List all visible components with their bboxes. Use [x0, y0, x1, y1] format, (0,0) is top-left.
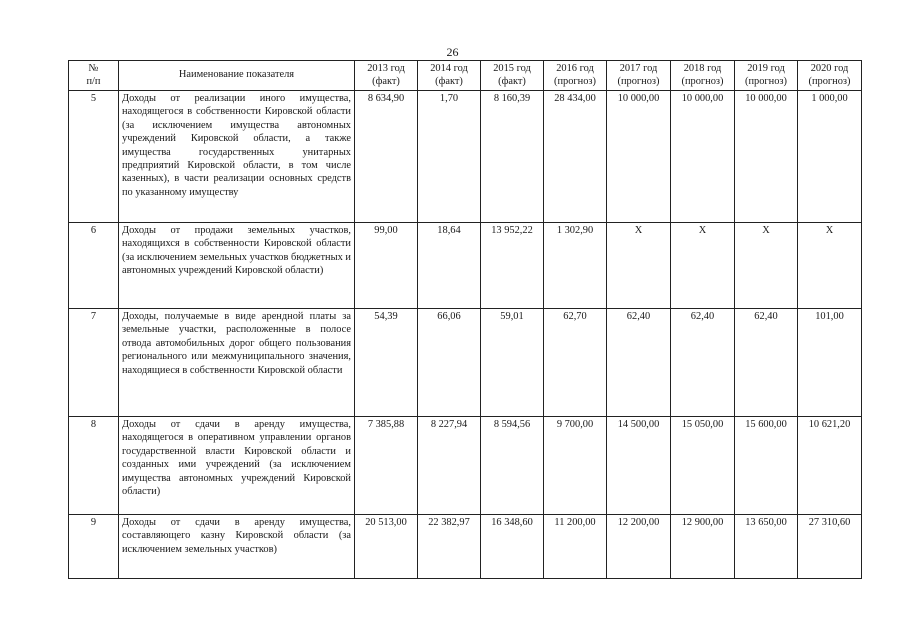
year-value: 1 302,90 — [544, 223, 607, 309]
year-value: 8 227,94 — [418, 417, 481, 515]
table-row — [69, 309, 862, 417]
year-value: 1,70 — [418, 91, 481, 223]
year-value: X — [671, 223, 735, 309]
year-value: 8 594,56 — [481, 417, 544, 515]
row-number: 7 — [69, 309, 119, 417]
header-year: 2015 год (факт) — [481, 61, 544, 91]
year-value: 99,00 — [355, 223, 418, 309]
year-value: 10 000,00 — [735, 91, 798, 223]
header-year: 2018 год (прогноз) — [671, 61, 735, 91]
table-row — [69, 223, 862, 309]
year-value: 18,64 — [418, 223, 481, 309]
year-value: 7 385,88 — [355, 417, 418, 515]
row-number: 9 — [69, 515, 119, 579]
year-value: 59,01 — [481, 309, 544, 417]
indicator-name: Доходы от сдачи в аренду имущества, находящегося в оперативном управлении органов государственной власти Кировской области и созданных ими учреждений (за исключением имущества автономных учреждений Кировской области) — [119, 417, 355, 515]
header-year: 2016 год (прогноз) — [544, 61, 607, 91]
year-value: 28 434,00 — [544, 91, 607, 223]
indicator-name: Доходы от сдачи в аренду имущества, составляющего казну Кировской области (за исключением земельных участков) — [119, 515, 355, 579]
year-value: 1 000,00 — [798, 91, 862, 223]
year-value: 13 650,00 — [735, 515, 798, 579]
year-value: 15 600,00 — [735, 417, 798, 515]
header-num: № п/п — [69, 61, 119, 91]
indicator-name: Доходы от реализации иного имущества, находящегося в собственности Кировской области (за исключением имущества автономных учреждений Кировской области, а также имущества государственных унитарных предприятий Кировской области, в том числе казенных), в части реализации основных средств по указанному имуществу — [119, 91, 355, 223]
year-value: 13 952,22 — [481, 223, 544, 309]
year-value: 22 382,97 — [418, 515, 481, 579]
header-year: 2019 год (прогноз) — [735, 61, 798, 91]
header-name: Наименование показателя — [119, 61, 355, 91]
year-value: 10 000,00 — [671, 91, 735, 223]
year-value: 14 500,00 — [607, 417, 671, 515]
year-value: 8 634,90 — [355, 91, 418, 223]
page-number: 26 — [446, 45, 459, 59]
year-value: 16 348,60 — [481, 515, 544, 579]
year-value: 11 200,00 — [544, 515, 607, 579]
indicator-name: Доходы, получаемые в виде арендной платы за земельные участки, расположенные в полосе отвода автомобильных дорог общего пользования регионального или межмуниципального значения, находящиеся в собственности Кировской области — [119, 309, 355, 417]
year-value: 15 050,00 — [671, 417, 735, 515]
row-number: 6 — [69, 223, 119, 309]
header-year: 2020 год (прогноз) — [798, 61, 862, 91]
table-header-row — [69, 61, 862, 91]
year-value: X — [607, 223, 671, 309]
table-row — [69, 515, 862, 579]
year-value: 62,70 — [544, 309, 607, 417]
indicator-name: Доходы от продажи земельных участков, находящихся в собственности Кировской области (за исключением земельных участков бюджетных и автономных учреждений Кировской области) — [119, 223, 355, 309]
year-value: 8 160,39 — [481, 91, 544, 223]
year-value: 62,40 — [607, 309, 671, 417]
table-row — [69, 417, 862, 515]
header-year: 2017 год (прогноз) — [607, 61, 671, 91]
year-value: 62,40 — [735, 309, 798, 417]
table-row — [69, 91, 862, 223]
year-value: 62,40 — [671, 309, 735, 417]
budget-table — [68, 60, 862, 579]
header-year: 2014 год (факт) — [418, 61, 481, 91]
year-value: 54,39 — [355, 309, 418, 417]
year-value: 10 000,00 — [607, 91, 671, 223]
year-value: 12 900,00 — [671, 515, 735, 579]
year-value: 27 310,60 — [798, 515, 862, 579]
year-value: 9 700,00 — [544, 417, 607, 515]
row-number: 8 — [69, 417, 119, 515]
year-value: X — [735, 223, 798, 309]
year-value: 20 513,00 — [355, 515, 418, 579]
row-number: 5 — [69, 91, 119, 223]
table-body — [69, 91, 862, 579]
year-value: 101,00 — [798, 309, 862, 417]
year-value: 12 200,00 — [607, 515, 671, 579]
year-value: X — [798, 223, 862, 309]
year-value: 66,06 — [418, 309, 481, 417]
year-value: 10 621,20 — [798, 417, 862, 515]
header-year: 2013 год (факт) — [355, 61, 418, 91]
